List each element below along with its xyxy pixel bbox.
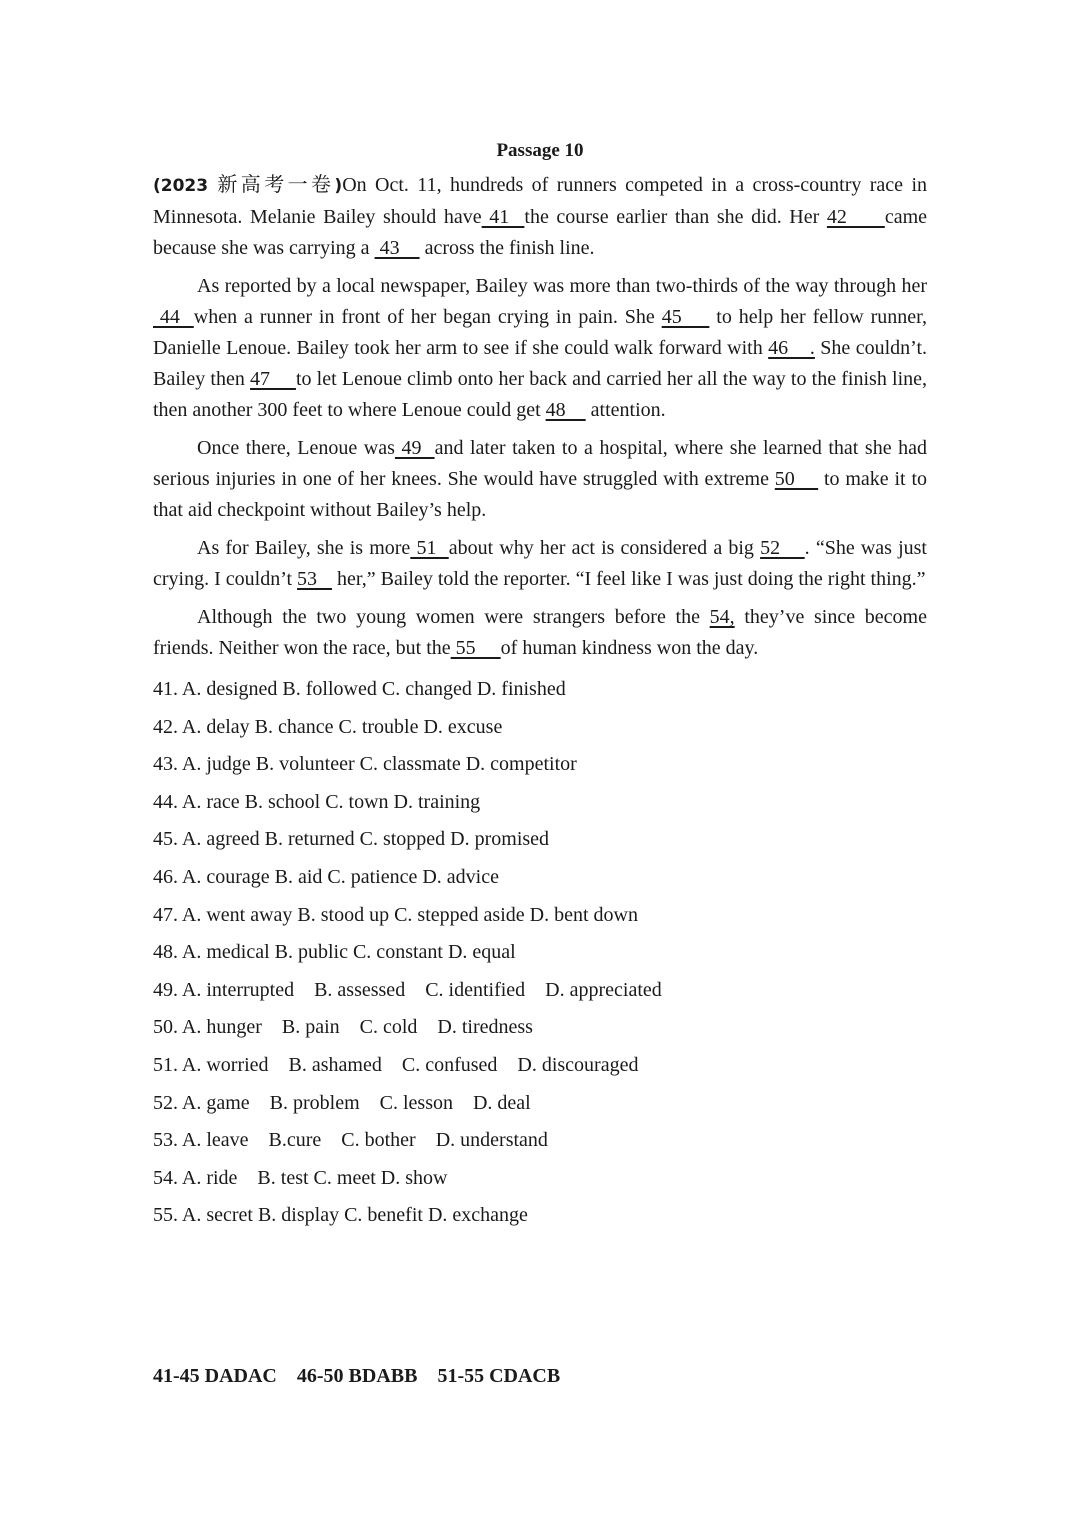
question-options: 48. A. medical B. public C. constant D. equal [153,941,516,964]
answer-blank: 55 [450,637,501,659]
passage-text: of human kindness won the day. [500,637,759,659]
passage-text: Although the two young women were strangers before the [197,606,710,628]
passage-text: attention. [585,399,666,421]
answer-blank: 43 [374,237,420,259]
question-options: 50. A. hunger B. pain C. cold D. tiredness [153,1016,533,1039]
answer-blank: 47 [250,368,296,390]
passage-text: to let Lenoue climb onto her back and carried her all the way to the finish line, then another 300 feet to where Lenoue could get [153,368,927,421]
passage-text: As for Bailey, she is more [197,537,411,559]
source-label: (2023 [153,176,218,196]
question-options: 47. A. went away B. stood up C. stepped aside D. bent down [153,903,638,926]
passage-text: to help her fellow runner, Danielle Lenoue. Bailey took her arm to see if she could walk forward with [153,306,927,359]
answer-blank: 51 [410,537,449,559]
question-options: 45. A. agreed B. returned C. stopped D. promised [153,828,550,851]
passage-paragraph [153,602,927,664]
question-options: 51. A. worried B. ashamed C. confused D. discouraged [153,1053,639,1076]
passage-text: As reported by a local newspaper, Bailey was more than two-thirds of the way through her [197,275,927,297]
answer-blank: 54, [709,606,735,628]
passage-paragraph [153,170,927,264]
passage-text: when a runner in front of her began crying in pain. She [193,306,662,328]
question-options: 54. A. ride B. test C. meet D. show [153,1166,448,1189]
answer-blank: 41 [481,206,525,228]
options-list [153,671,927,1235]
answer-blank: 45 [661,306,710,328]
question-options: 52. A. game B. problem C. lesson D. deal [153,1091,531,1114]
question-options: 43. A. judge B. volunteer C. classmate D. competitor [153,753,577,776]
answer-blank: 52 [760,537,805,559]
passage-paragraph [153,533,927,595]
passage-title: Passage 10 [496,140,584,161]
answer-blank: 44 [153,306,194,328]
question-options: 46. A. courage B. aid C. patience D. advice [153,865,499,888]
answer-blank: 46 . [768,337,815,359]
question-options: 44. A. race B. school C. town D. training [153,790,481,813]
question-options: 42. A. delay B. chance C. trouble D. excuse [153,715,503,738]
passage-text: about why her act is considered a big [448,537,761,559]
passage-text: Once there, Lenoue was [197,437,395,459]
passage-text: She couldn’t. Bailey then [153,337,928,390]
passage-text: they’ve since become friends. Neither won the race, but the [153,606,927,659]
passage-page [153,138,927,1235]
answer-blank: 42 [826,206,885,228]
passage-text: to make it to that aid checkpoint without Bailey’s help. [153,468,928,521]
answer-blank: 48 [545,399,586,421]
passage-paragraph [153,433,927,526]
passage-body [153,170,927,664]
passage-text: On Oct. 11, hundreds of runners competed in a cross-country race in Minnesota. Melanie Bailey should have [153,174,927,228]
answer-blank: 49 [394,437,435,459]
answer-blank: 53 [297,568,333,590]
passage-paragraph [153,271,927,426]
passage-text: and later taken to a hospital, where she learned that she had serious injuries in one of her knees. She would have struggled with extreme [153,437,927,490]
passage-text: 新高考一卷 [217,174,335,196]
passage-text: came because she was carrying a [153,206,928,259]
answer-blank: 50 [774,468,819,490]
passage-text: her,” Bailey told the reporter. “I feel like I was just doing the right thing.” [332,568,926,590]
passage-text: across the finish line. [419,237,595,259]
passage-text: . “She was just crying. I couldn’t [153,537,927,590]
passage-text: the course earlier than she did. Her [524,206,827,228]
question-options: 55. A. secret B. display C. benefit D. exchange [153,1204,528,1227]
question-options: 53. A. leave B.cure C. bother D. understand [153,1129,548,1152]
source-label: ) [334,176,343,196]
answer-key: 41-45 DADAC 46-50 BDABB 51-55 CDACB [153,1365,561,1387]
question-options: 41. A. designed B. followed C. changed D. finished [153,678,566,700]
question-options: 49. A. interrupted B. assessed C. identified D. appreciated [153,978,662,1001]
